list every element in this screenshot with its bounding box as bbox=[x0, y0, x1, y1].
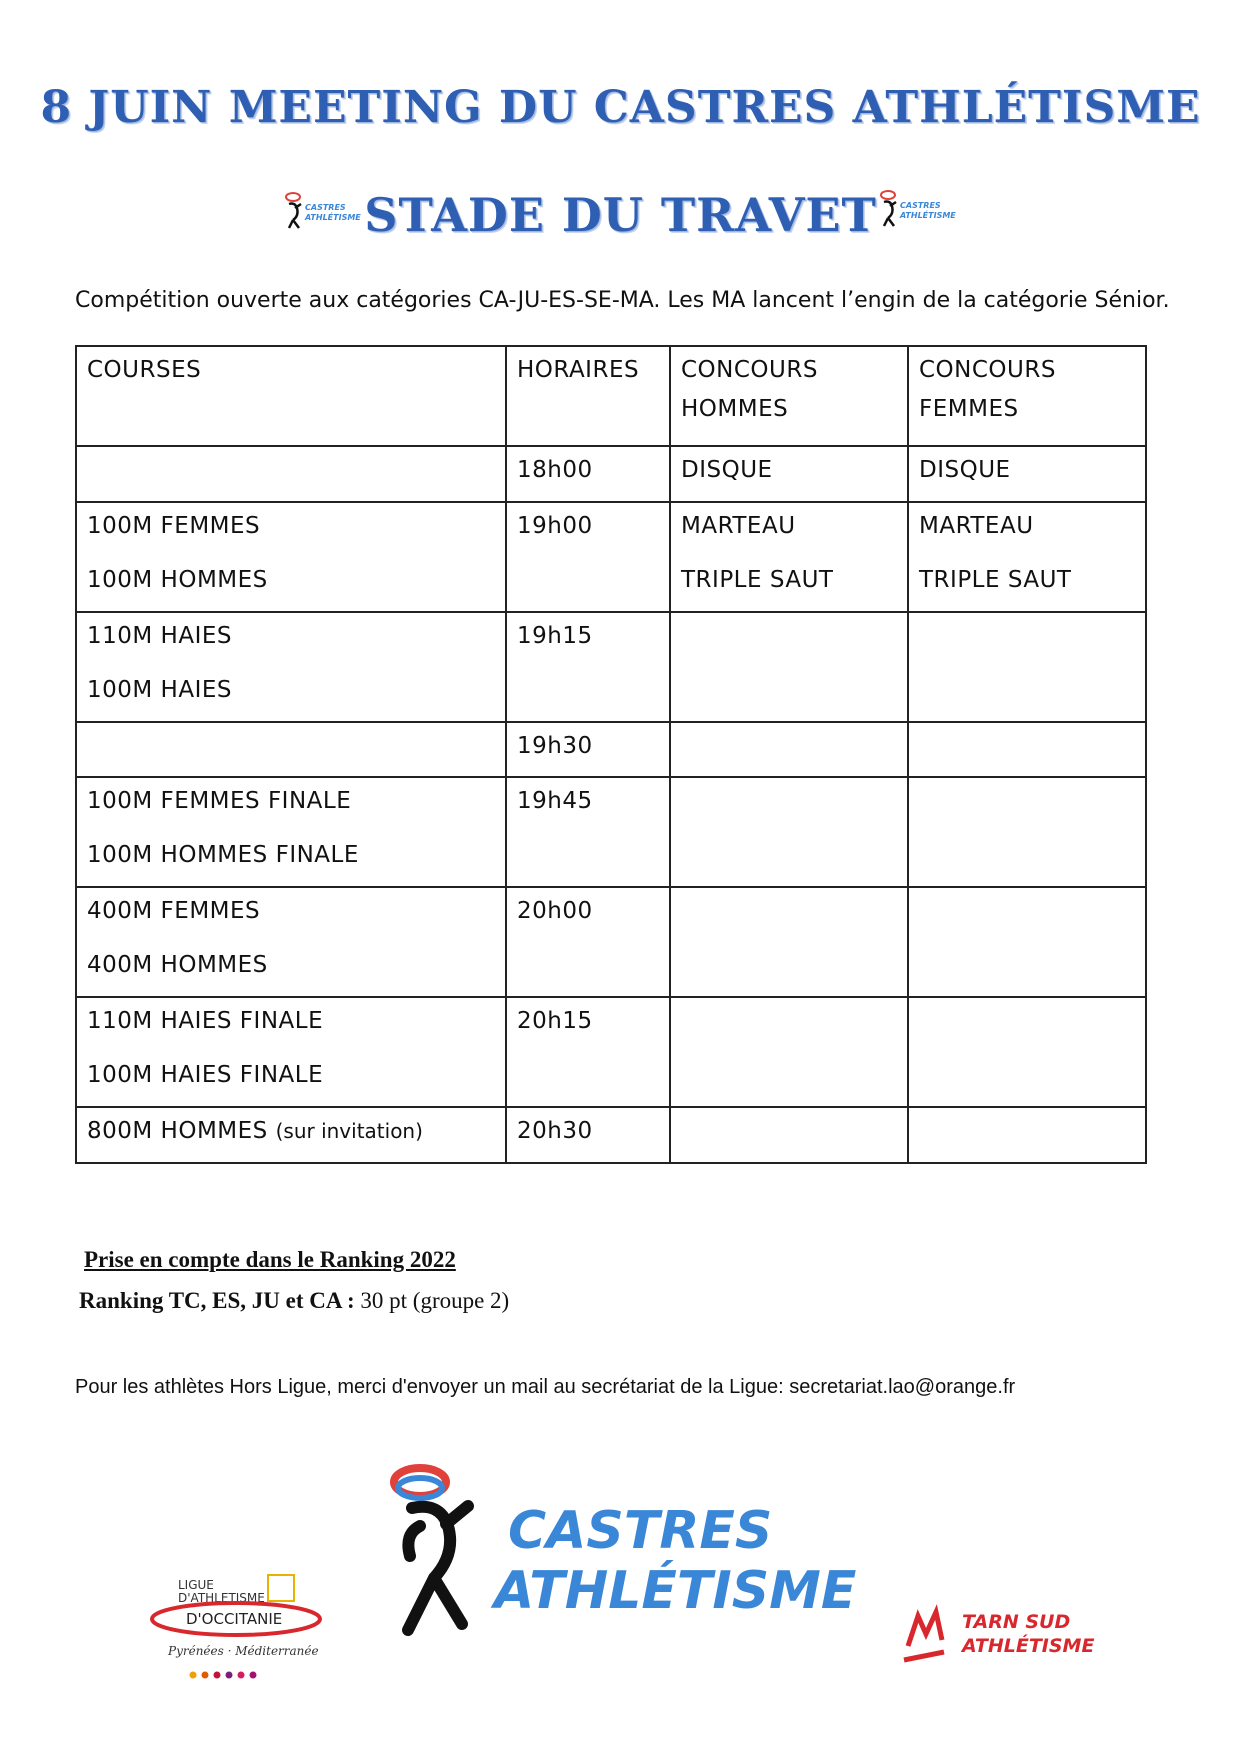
logo-castres-line2: ATHLÉTISME bbox=[494, 1561, 857, 1621]
courses-cell-line bbox=[87, 613, 495, 667]
courses-cell-line bbox=[87, 778, 495, 832]
horaire-cell bbox=[506, 997, 670, 1107]
header-concours-hommes bbox=[670, 346, 908, 446]
horaire-cell bbox=[506, 446, 670, 502]
header-horaires-label: HORAIRES bbox=[517, 357, 640, 383]
courses-cell-line bbox=[87, 942, 495, 996]
concours-hommes-cell bbox=[670, 612, 908, 722]
concours-femmes-cell-text: TRIPLE SAUT bbox=[919, 567, 1072, 593]
ranking-line bbox=[79, 1288, 509, 1314]
horaire-text: 20h15 bbox=[517, 1008, 593, 1034]
courses-cell-text: 100M HAIES bbox=[87, 677, 232, 703]
intro-text: Compétition ouverte aux catégories CA-JU-ES-SE-MA. Les MA lancent l’engin de la catégorie Sénior. bbox=[75, 288, 1170, 313]
concours-hommes-cell bbox=[670, 502, 908, 612]
concours-femmes-cell bbox=[908, 502, 1146, 612]
table-header-row bbox=[76, 346, 1146, 446]
meeting-title: 8 JUIN MEETING DU CASTRES ATHLÉTISME bbox=[40, 82, 1201, 133]
table-row bbox=[76, 722, 1146, 777]
concours-hommes-cell-line bbox=[681, 503, 897, 557]
header-horaires bbox=[506, 346, 670, 446]
concours-femmes-cell-text: MARTEAU bbox=[919, 513, 1034, 539]
concours-femmes-cell-line bbox=[919, 557, 1135, 611]
courses-cell-text: 100M HOMMES FINALE bbox=[87, 842, 359, 868]
ligue-line4: Pyrénées · Méditerranée bbox=[168, 1644, 319, 1658]
concours-femmes-cell bbox=[908, 777, 1146, 887]
ligue-line3: D'OCCITANIE bbox=[186, 1610, 283, 1628]
courses-cell bbox=[76, 502, 506, 612]
ligue-cross-icon bbox=[268, 1575, 294, 1601]
concours-hommes-cell bbox=[670, 887, 908, 997]
courses-cell-text: 100M HOMMES bbox=[87, 567, 268, 593]
courses-cell bbox=[76, 777, 506, 887]
ligue-line2: D'ATHLETISME bbox=[178, 1591, 265, 1605]
courses-cell-text: 100M FEMMES bbox=[87, 513, 261, 539]
castres-mini-logo-right bbox=[878, 188, 956, 232]
horaire-cell bbox=[506, 722, 670, 777]
concours-femmes-cell bbox=[908, 1107, 1146, 1163]
horaire-text: 20h30 bbox=[517, 1118, 593, 1144]
concours-hommes-cell bbox=[670, 1107, 908, 1163]
castres-mini-logo-left bbox=[283, 190, 361, 234]
courses-cell bbox=[76, 722, 506, 777]
tarn-runner-icon bbox=[904, 1612, 944, 1660]
concours-femmes-cell bbox=[908, 722, 1146, 777]
concours-femmes-cell-text: DISQUE bbox=[919, 457, 1011, 483]
courses-cell-line bbox=[87, 557, 495, 611]
concours-femmes-cell-line bbox=[919, 503, 1135, 557]
ranking-label: Ranking TC, ES, JU et CA : bbox=[79, 1288, 355, 1313]
header-courses bbox=[76, 346, 506, 446]
concours-femmes-cell bbox=[908, 997, 1146, 1107]
contact-text: Pour les athlètes Hors Ligue, merci d'envoyer un mail au secrétariat de la Ligue: secretariat.lao@orange.fr bbox=[75, 1376, 1016, 1398]
table-row bbox=[76, 502, 1146, 612]
table-row bbox=[76, 446, 1146, 502]
schedule-table bbox=[75, 345, 1147, 1164]
horaire-cell bbox=[506, 1107, 670, 1163]
header-concours-femmes-2: FEMMES bbox=[919, 396, 1019, 422]
logo-castres-line1: CASTRES bbox=[508, 1501, 773, 1561]
header-courses-label: COURSES bbox=[87, 357, 202, 383]
concours-femmes-cell bbox=[908, 887, 1146, 997]
courses-cell-line bbox=[87, 888, 495, 942]
concours-hommes-cell-line bbox=[681, 447, 897, 501]
ranking-heading: Prise en compte dans le Ranking 2022 bbox=[84, 1247, 456, 1272]
table-row bbox=[76, 612, 1146, 722]
logo-athlete-figure bbox=[408, 1506, 468, 1630]
courses-cell bbox=[76, 1107, 506, 1163]
horaire-text: 19h30 bbox=[517, 733, 593, 759]
header-concours-femmes-1: CONCOURS bbox=[919, 357, 1056, 383]
tarn-line1: TARN SUD bbox=[962, 1611, 1071, 1633]
horaire-cell bbox=[506, 612, 670, 722]
header-concours-hommes-1: CONCOURS bbox=[681, 357, 818, 383]
table-row bbox=[76, 997, 1146, 1107]
horaire-text: 18h00 bbox=[517, 457, 593, 483]
horaire-text: 20h00 bbox=[517, 898, 593, 924]
concours-femmes-cell bbox=[908, 612, 1146, 722]
concours-hommes-cell-line bbox=[681, 557, 897, 611]
ligue-line1: LIGUE bbox=[178, 1578, 214, 1592]
courses-cell-line bbox=[87, 1052, 495, 1106]
tarn-sud-athletisme-logo bbox=[900, 1600, 1100, 1670]
horaire-cell bbox=[506, 777, 670, 887]
courses-cell-line bbox=[87, 503, 495, 557]
horaire-text: 19h15 bbox=[517, 623, 593, 649]
courses-cell-text: 110M HAIES bbox=[87, 623, 232, 649]
courses-note: (sur invitation) bbox=[275, 1119, 423, 1143]
tarn-line2: ATHLÉTISME bbox=[962, 1635, 1095, 1657]
courses-cell-text: 100M HAIES FINALE bbox=[87, 1062, 324, 1088]
table-row bbox=[76, 777, 1146, 887]
horaire-cell bbox=[506, 502, 670, 612]
courses-cell-line bbox=[87, 1108, 495, 1162]
ligue-occitanie-logo bbox=[148, 1575, 323, 1685]
concours-hommes-cell-text: TRIPLE SAUT bbox=[681, 567, 834, 593]
table-row bbox=[76, 887, 1146, 997]
horaire-text: 19h00 bbox=[517, 513, 593, 539]
courses-cell-text: 110M HAIES FINALE bbox=[87, 1008, 324, 1034]
horaire-text: 19h45 bbox=[517, 788, 593, 814]
courses-cell-text: 800M HOMMES bbox=[87, 1118, 268, 1144]
mini-logo-text-2: ATHLÉTISME bbox=[305, 213, 361, 222]
header-concours-femmes bbox=[908, 346, 1146, 446]
logo-ring-blue bbox=[398, 1478, 442, 1498]
concours-hommes-cell bbox=[670, 997, 908, 1107]
courses-cell-line bbox=[87, 998, 495, 1052]
courses-cell-line bbox=[87, 667, 495, 721]
mini-logo-text-1: CASTRES bbox=[900, 201, 941, 210]
courses-cell-text: 400M FEMMES bbox=[87, 898, 261, 924]
concours-femmes-cell-line bbox=[919, 447, 1135, 501]
mini-logo-text-1: CASTRES bbox=[305, 203, 346, 212]
courses-cell bbox=[76, 446, 506, 502]
concours-hommes-cell bbox=[670, 446, 908, 502]
stadium-title: STADE DU TRAVET bbox=[364, 188, 877, 242]
courses-cell-text: 100M FEMMES FINALE bbox=[87, 788, 352, 814]
mini-logo-text-2: ATHLÉTISME bbox=[900, 211, 956, 220]
ranking-value: 30 pt (groupe 2) bbox=[360, 1288, 510, 1313]
table-row bbox=[76, 1107, 1146, 1163]
courses-cell-text: 400M HOMMES bbox=[87, 952, 268, 978]
concours-hommes-cell bbox=[670, 777, 908, 887]
concours-hommes-cell-text: MARTEAU bbox=[681, 513, 796, 539]
courses-cell bbox=[76, 612, 506, 722]
castres-athletisme-logo bbox=[390, 1460, 857, 1640]
header-concours-hommes-2: HOMMES bbox=[681, 396, 789, 422]
courses-cell-line bbox=[87, 832, 495, 886]
courses-cell bbox=[76, 887, 506, 997]
concours-hommes-cell-text: DISQUE bbox=[681, 457, 773, 483]
courses-cell bbox=[76, 997, 506, 1107]
concours-hommes-cell bbox=[670, 722, 908, 777]
horaire-cell bbox=[506, 887, 670, 997]
concours-femmes-cell bbox=[908, 446, 1146, 502]
